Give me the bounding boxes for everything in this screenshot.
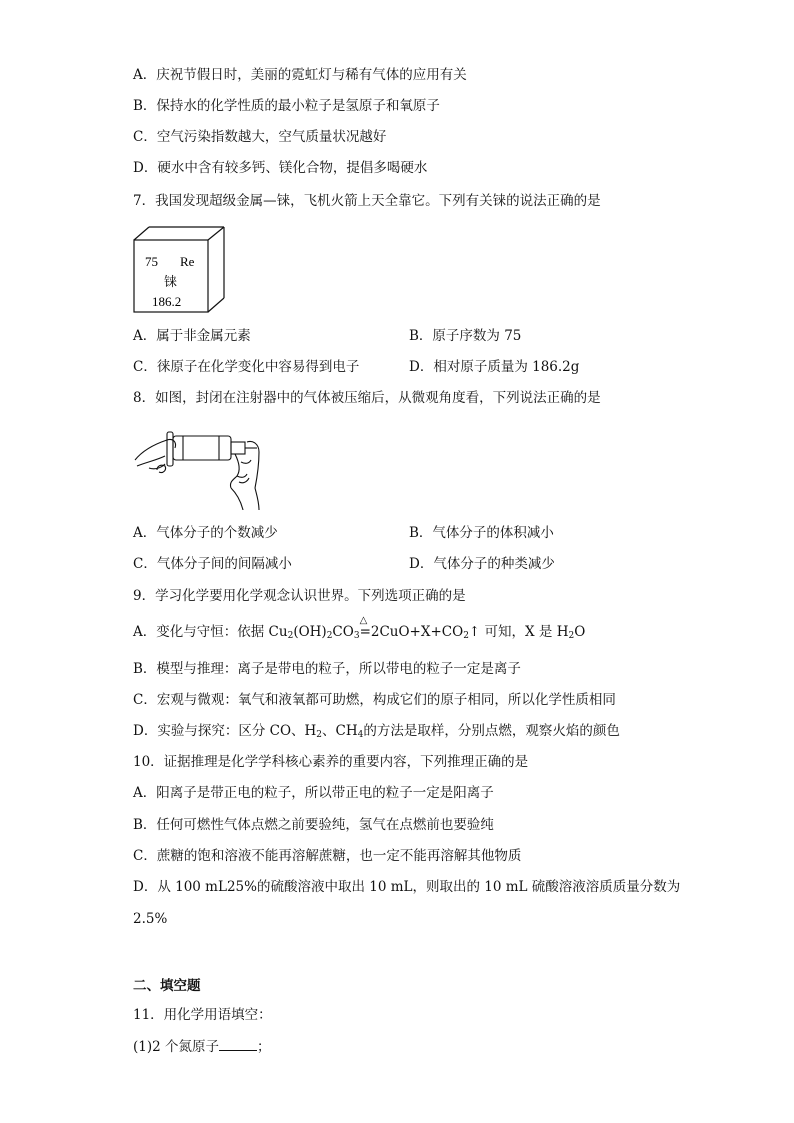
q10-option-c: C．蔗糖的饱和溶液不能再溶解蔗糖，也一定不能再溶解其他物质 <box>133 848 522 864</box>
q10-stem: 10．证据推理是化学学科核心素养的重要内容，下列推理正确的是 <box>133 754 529 770</box>
q8-option-d: D．气体分子的种类减少 <box>409 556 555 572</box>
q6-option-a: A．庆祝节假日时，美丽的霓虹灯与稀有气体的应用有关 <box>133 67 467 83</box>
q9-a-mid3: 2CuO+X+CO <box>370 624 464 640</box>
q9-d-sub2: 4 <box>357 730 364 740</box>
q9-a-mid2: CO <box>332 624 354 640</box>
q9-option-b: B．模型与推理：离子是带电的粒子，所以带电的粒子一定是离子 <box>133 661 521 677</box>
element-name: 铼 <box>164 274 178 289</box>
reaction-condition <box>359 615 371 642</box>
element-symbol: Re <box>180 254 195 269</box>
q10-option-b: B．任何可燃性气体点燃之前要验纯，氢气在点燃前也要验纯 <box>133 817 494 833</box>
element-tile-figure <box>133 226 228 314</box>
q7-option-c: C．徕原子在化学变化中容易得到电子 <box>133 359 360 375</box>
q9-option-d <box>133 721 620 745</box>
q9-d-sub1: 2 <box>316 730 323 740</box>
q9-a-sub1: 2 <box>287 631 294 641</box>
atomic-mass: 186.2 <box>152 294 182 309</box>
q8-stem: 8．如图，封闭在注射器中的气体被压缩后，从微观角度看，下列说法正确的是 <box>133 390 601 406</box>
q9-a-sub2: 2 <box>326 631 333 641</box>
q9-a-prefix: A．变化与守恒：依据 Cu <box>133 624 288 640</box>
q11-stem: 11．用化学用语填空： <box>133 1007 272 1023</box>
q9-a-sub4: 2 <box>463 631 469 641</box>
q8-option-c: C．气体分子间的间隔减小 <box>133 556 292 572</box>
q9-a-sub5: 2 <box>568 631 575 641</box>
q9-d-prefix: D．实验与探究：区分 CO、H <box>133 723 317 739</box>
q9-option-a <box>133 615 586 646</box>
equation-sign: = <box>359 624 371 640</box>
q6-option-b: B．保持水的化学性质的最小粒子是氢原子和氧原子 <box>133 98 440 114</box>
q6-option-c: C．空气污染指数越大，空气质量状况越好 <box>133 129 387 145</box>
q11-part1 <box>133 1036 271 1057</box>
q9-option-c: C．宏观与微观：氧气和液氧都可助燃，构成它们的原子相同，所以化学性质相同 <box>133 692 616 708</box>
q10-option-a: A．阳离子是带正电的粒子，所以带正电的粒子一定是阳离子 <box>133 785 494 801</box>
heat-symbol: △ <box>359 615 368 626</box>
q10-option-d: D．从 100 mL25%的硫酸溶液中取出 10 mL，则取出的 10 mL 硫酸溶液溶质质量分数为 <box>133 879 681 895</box>
q9-d-end: 的方法是取样，分别点燃，观察火焰的颜色 <box>363 723 620 739</box>
atomic-number: 75 <box>145 254 158 269</box>
syringe-figure <box>133 422 268 510</box>
q7-stem: 7．我国发现超级金属—铼，飞机火箭上天全靠它。下列有关铼的说法正确的是 <box>133 193 601 209</box>
q10-option-d-cont: 2.5% <box>133 911 168 927</box>
q8-option-b: B．气体分子的体积减小 <box>409 525 554 541</box>
q8-option-a: A．气体分子的个数减少 <box>133 525 278 541</box>
q11-p1-suffix: ； <box>257 1039 271 1055</box>
q11-p1-prefix: (1)2 个氮原子 <box>133 1039 220 1055</box>
answer-blank[interactable] <box>219 1036 257 1051</box>
q9-a-end: O <box>574 624 586 640</box>
q9-a-mid4: ↑ 可知，X 是 H <box>468 624 569 640</box>
section-heading: 二、填空题 <box>133 978 201 994</box>
q6-option-d: D．硬水中含有较多钙、镁化合物，提倡多喝硬水 <box>133 160 428 176</box>
q9-a-sub3: 3 <box>353 631 360 641</box>
q7-option-b: B．原子序数为 75 <box>409 328 522 344</box>
q7-option-d: D．相对原子质量为 186.2g <box>409 359 580 375</box>
q7-option-a: A．属于非金属元素 <box>133 328 251 344</box>
q9-d-mid: 、CH <box>322 723 358 739</box>
q9-a-mid1: (OH) <box>293 624 327 640</box>
q9-stem: 9．学习化学要用化学观念认识世界。下列选项正确的是 <box>133 588 466 604</box>
